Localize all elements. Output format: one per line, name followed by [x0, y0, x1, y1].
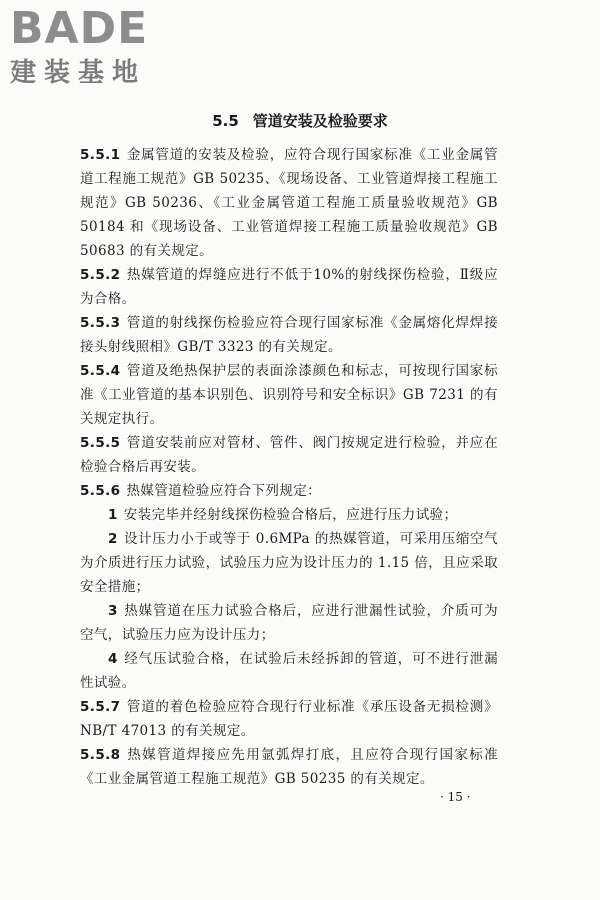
clause-text: 管道安装前应对管材、管件、阀门按规定进行检验，并应在检验合格后再安装。: [80, 435, 498, 475]
page-number: · 15 ·: [440, 790, 471, 804]
clause-number: 5.5.8: [80, 747, 121, 763]
clause-number: 5.5.7: [80, 699, 121, 715]
clause-5-5-2: [80, 263, 498, 311]
clause-number: 5.5.6: [80, 483, 121, 499]
clause-number: 5.5.5: [80, 435, 121, 451]
item-number: 4: [108, 651, 118, 667]
item-text: 设计压力小于或等于 0.6MPa 的热媒管道，可采用压缩空气为介质进行压力试验，试验压力应为设计压力的 1.15 倍，且应采取安全措施；: [80, 531, 498, 595]
clause-text: 管道及绝热保护层的表面涂漆颜色和标志，可按现行国家标准《工业管道的基本识别色、识别符号和安全标识》GB 7231 的有关规定执行。: [80, 363, 498, 427]
clause-number: 5.5.2: [80, 267, 121, 283]
clause-5-5-5: [80, 431, 498, 479]
list-item: [80, 527, 498, 599]
item-text: 安装完毕并经射线探伤检验合格后，应进行压力试验；: [123, 507, 458, 523]
clause-5-5-8: [80, 743, 498, 791]
item-number: 3: [108, 603, 118, 619]
section-number: 5.5: [212, 112, 239, 130]
section-heading: 管道安装及检验要求: [252, 112, 388, 130]
clause-5-5-7: [80, 695, 498, 743]
clause-number: 5.5.3: [80, 315, 121, 331]
clause-5-5-4: [80, 359, 498, 431]
item-text: 热媒管道在压力试验合格后，应进行泄漏性试验，介质可为空气，试验压力应为设计压力；: [80, 603, 498, 643]
section-title: [0, 110, 600, 131]
logo-wordmark: BADE: [10, 3, 149, 54]
logo-chinese-text: 建装基地: [10, 58, 147, 88]
list-item: [80, 647, 498, 695]
list-item: [80, 503, 498, 527]
clause-5-5-1: [80, 143, 498, 263]
clause-number: 5.5.1: [80, 147, 121, 163]
item-number: 1: [108, 507, 118, 523]
clause-text: 管道的着色检验应符合现行行业标准《承压设备无损检测》NB/T 47013 的有关规定。: [80, 699, 498, 739]
list-item: [80, 599, 498, 647]
clause-text: 热媒管道检验应符合下列规定：: [126, 483, 322, 499]
item-number: 2: [108, 531, 118, 547]
logo: [10, 3, 190, 90]
clause-text: 金属管道的安装及检验，应符合现行国家标准《工业金属管道工程施工规范》GB 50235、《现场设备、工业管道焊接工程施工规范》GB 50236、《工业金属管道工程施工质量验收规范》GB 50184 和《现场设备、工业管道焊接工程施工质量验收规范》GB 50683 的有关规定。: [80, 147, 498, 259]
clause-text: 热媒管道的焊缝应进行不低于10%的射线探伤检验，Ⅱ级应为合格。: [80, 267, 498, 307]
clause-number: 5.5.4: [80, 363, 121, 379]
clause-5-5-3: [80, 311, 498, 359]
clause-text: 管道的射线探伤检验应符合现行国家标准《金属熔化焊焊接接头射线照相》GB/T 3323 的有关规定。: [80, 315, 498, 355]
clause-text: 热媒管道焊接应先用氩弧焊打底，且应符合现行国家标准《工业金属管道工程施工规范》GB 50235 的有关规定。: [80, 747, 498, 787]
item-text: 经气压试验合格，在试验后未经拆卸的管道，可不进行泄漏性试验。: [80, 651, 498, 691]
clause-5-5-6: [80, 479, 498, 503]
document-body: [80, 143, 498, 791]
